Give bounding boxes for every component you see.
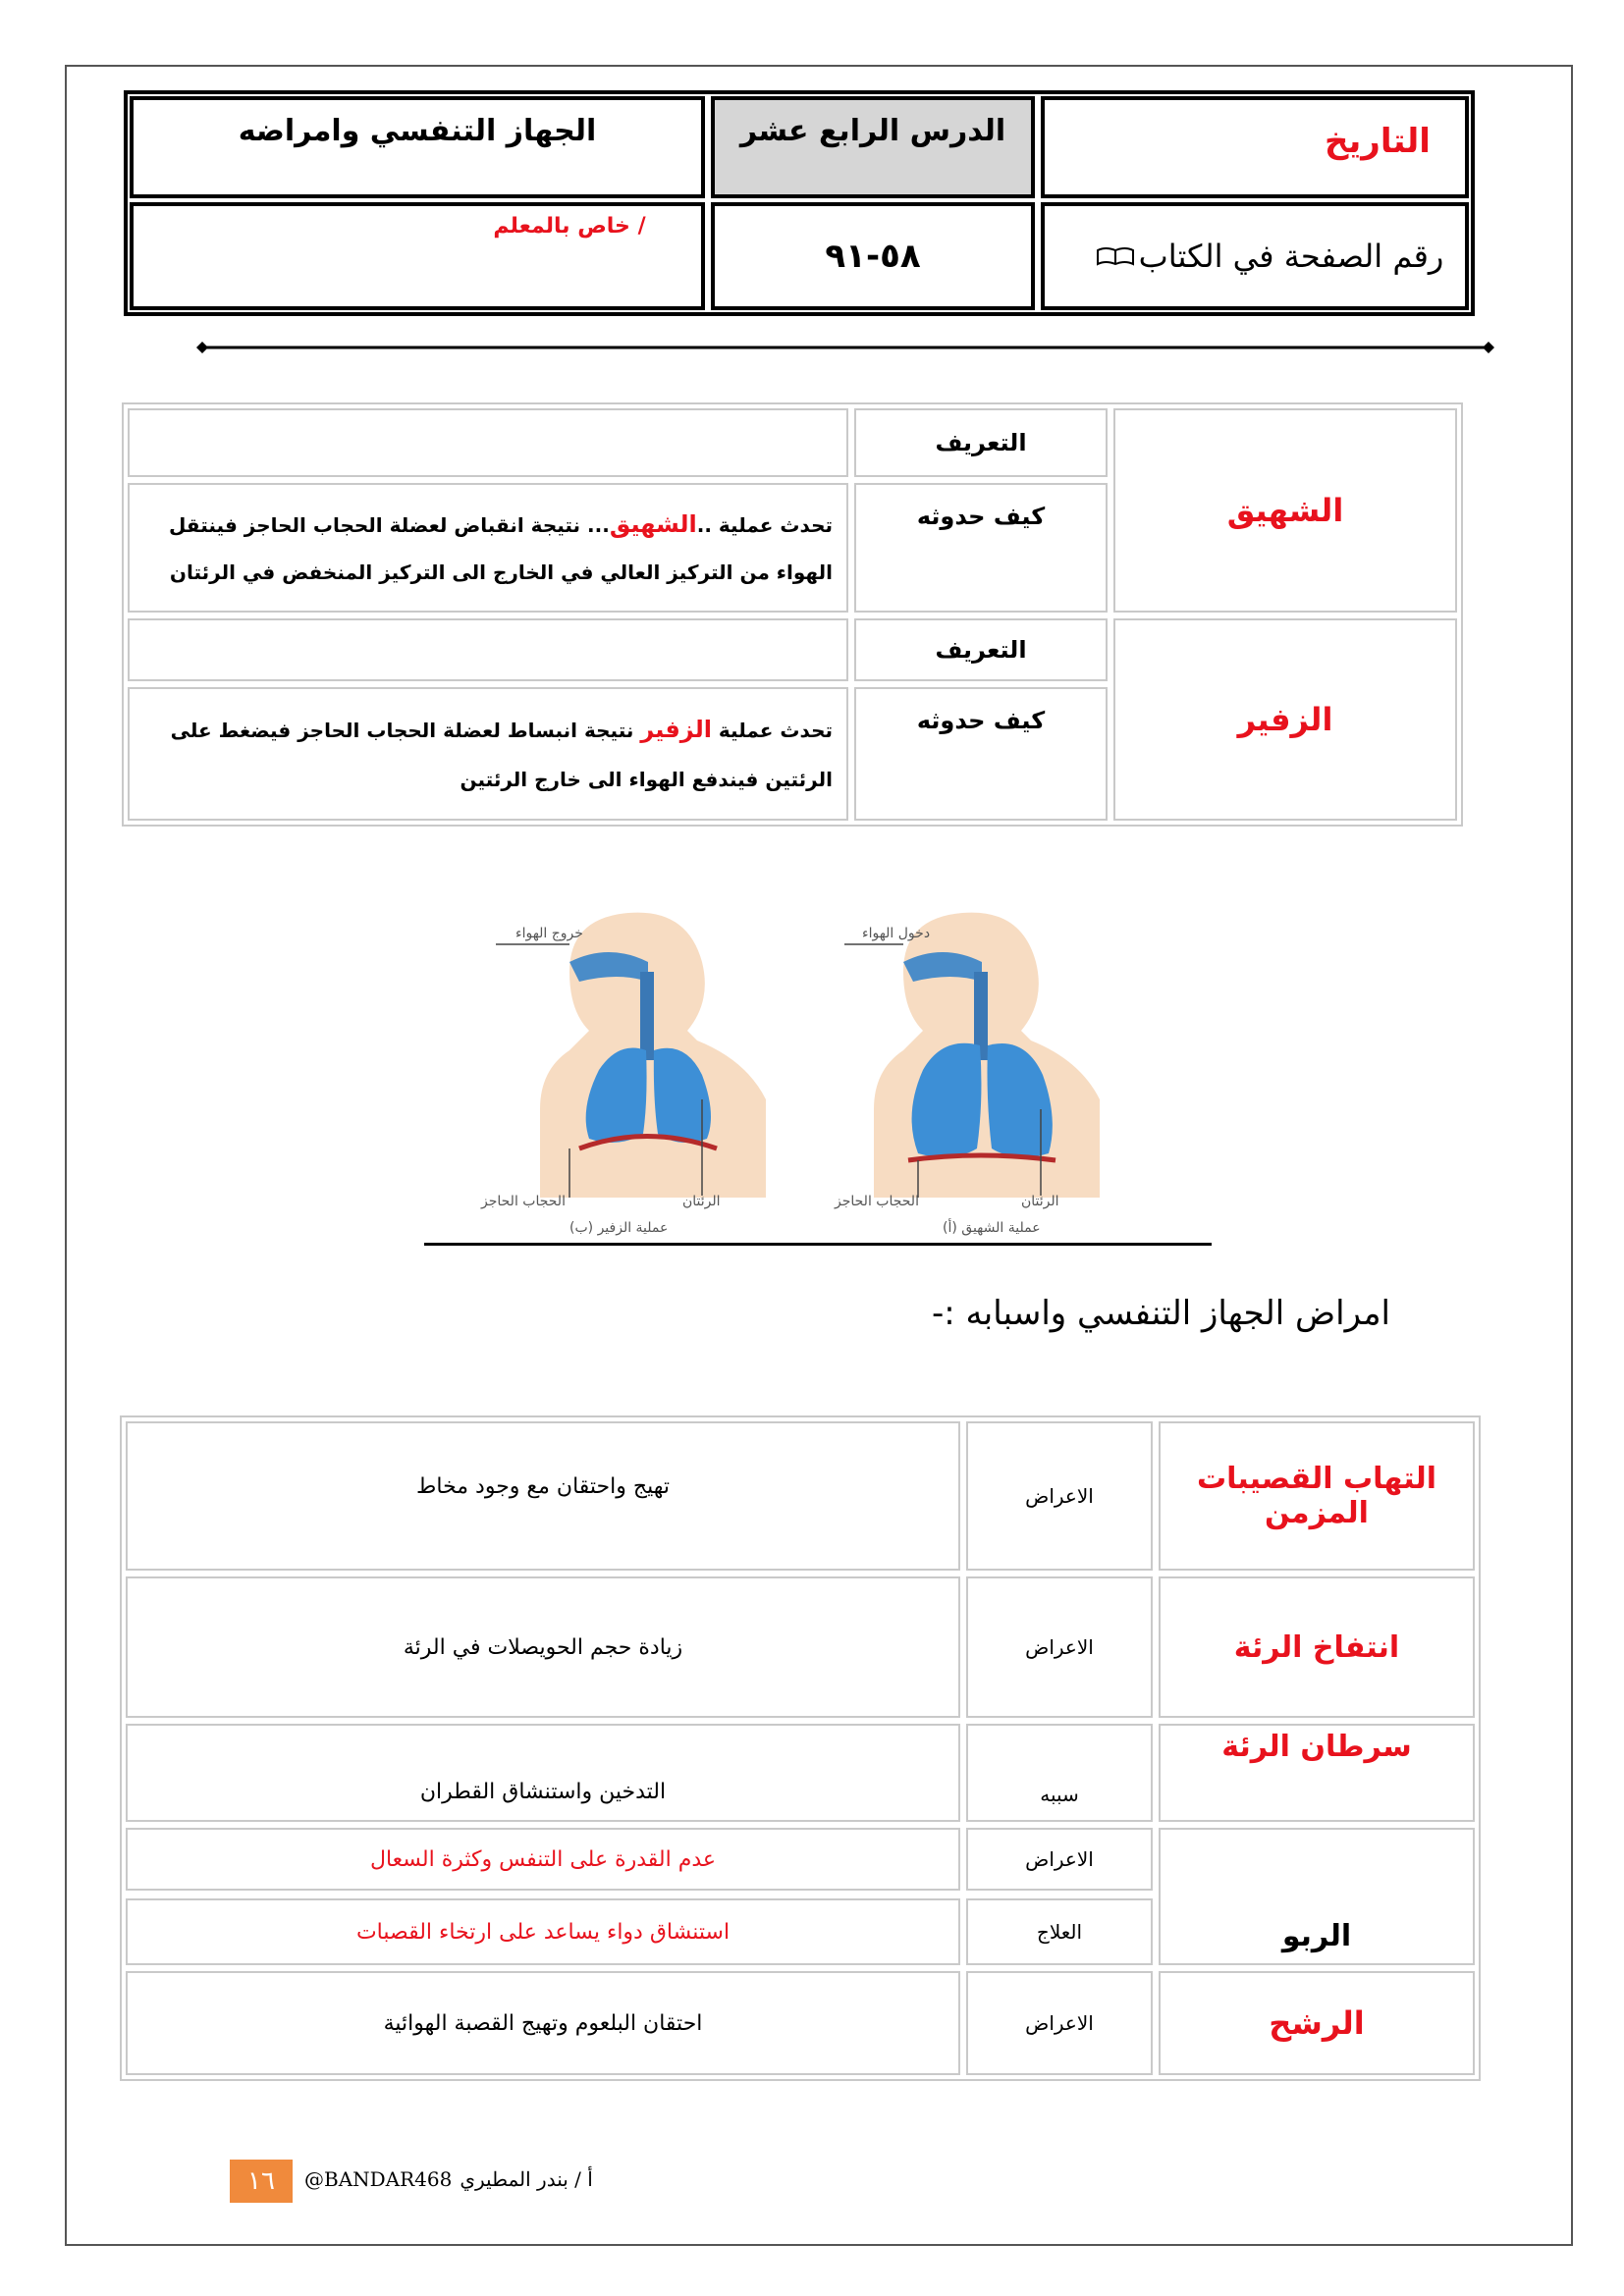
treatment-label: العلاج bbox=[1036, 1920, 1083, 1944]
symptoms-value: احتقان البلعوم وتهيج القصبة الهوائية bbox=[383, 2010, 703, 2036]
term-cell-exhale bbox=[1113, 618, 1457, 821]
how-label-cell bbox=[854, 483, 1108, 613]
author-name: أ / بندر المطيري bbox=[460, 2167, 593, 2191]
term-cell-inhale bbox=[1113, 408, 1457, 613]
disease-name: سرطان الرئة bbox=[1221, 1730, 1412, 1764]
inhale-diaphragm-label: الحجاب الحاجز bbox=[835, 1194, 919, 1209]
lesson-title: الجهاز التنفسي وامراضه bbox=[238, 114, 597, 148]
teacher-note: خاص بالمعلم / bbox=[493, 214, 646, 239]
disease-name: الربو bbox=[1281, 1919, 1352, 1953]
symptoms-label: الاعراض bbox=[1025, 1484, 1094, 1508]
teacher-note-cell bbox=[130, 202, 705, 310]
disease-name: التهاب القصيبات bbox=[1196, 1462, 1437, 1496]
lesson-number-cell bbox=[711, 96, 1035, 198]
definition-value-cell bbox=[128, 618, 848, 681]
date-label: التاريخ bbox=[1325, 122, 1431, 161]
symptoms-label: الاعراض bbox=[1025, 1635, 1094, 1659]
inhale-figure bbox=[834, 913, 1100, 1236]
figure-rule bbox=[424, 1243, 1212, 1246]
diseases-heading: امراض الجهاز التنفسي واسبابه :- bbox=[932, 1294, 1390, 1333]
disease-name-cell bbox=[1159, 1724, 1475, 1822]
disease-name: انتفاخ الرئة bbox=[1233, 1629, 1400, 1665]
cause-value: التدخين واستنشاق القطران bbox=[419, 1780, 667, 1804]
page-ref-cell bbox=[1041, 202, 1469, 310]
exhale-figure bbox=[480, 913, 766, 1236]
keyword-exhale: الزفير bbox=[640, 715, 712, 743]
exhale-caption: (ب) عملية الزفير bbox=[569, 1220, 669, 1236]
footer-credit bbox=[304, 2167, 593, 2191]
value-cell bbox=[126, 1576, 960, 1718]
how-label: كيف حدوثه bbox=[916, 503, 1046, 530]
page-number-badge bbox=[230, 2160, 293, 2203]
disease-name-cell bbox=[1159, 1828, 1475, 1965]
disease-name-line2: المزمن bbox=[1265, 1496, 1369, 1530]
value-cell bbox=[126, 1421, 960, 1571]
disease-name-cell bbox=[1159, 1576, 1475, 1718]
pages-cell bbox=[711, 202, 1035, 310]
inhale-lungs-label: الرئتان bbox=[1021, 1194, 1059, 1209]
label-cell bbox=[966, 1421, 1153, 1571]
definition-label-cell bbox=[854, 618, 1108, 681]
symptoms-label: الاعراض bbox=[1025, 1847, 1094, 1871]
disease-name-cell bbox=[1159, 1971, 1475, 2075]
page-range: ٥٨-٩١ bbox=[825, 237, 921, 276]
definition-label: التعريف bbox=[935, 429, 1027, 456]
disease-name: الرشح bbox=[1269, 2004, 1365, 2042]
symptoms-value: عدم القدرة على التنفس وكثرة السعال bbox=[369, 1846, 717, 1872]
exhale-lungs-label: الرئتان bbox=[682, 1194, 721, 1209]
value-cell bbox=[126, 1724, 960, 1822]
label-cell bbox=[966, 1828, 1153, 1891]
label-cell bbox=[966, 1898, 1153, 1965]
section-divider bbox=[192, 336, 1498, 359]
treatment-value: استنشاق دواء يساعد على ارتخاء القصبات bbox=[355, 1919, 731, 1945]
how-label-cell bbox=[854, 687, 1108, 821]
cause-label: سببه bbox=[1040, 1783, 1079, 1806]
how-value-cell bbox=[128, 483, 848, 613]
symptoms-value: زيادة حجم الحويصلات في الرئة bbox=[403, 1634, 683, 1660]
symptoms-label: الاعراض bbox=[1025, 2011, 1094, 2035]
how-value-cell bbox=[128, 687, 848, 821]
disease-name-cell bbox=[1159, 1421, 1475, 1571]
term-exhale: الزفير bbox=[1237, 701, 1333, 738]
breathing-diagram bbox=[422, 903, 1227, 1237]
inhale-air-label: دخول الهواء bbox=[862, 926, 931, 941]
label-cell bbox=[966, 1971, 1153, 2075]
definition-value-cell bbox=[128, 408, 848, 477]
definition-label: التعريف bbox=[935, 636, 1027, 664]
keyword-inhale: الشهيق bbox=[609, 509, 697, 538]
page-ref-label: رقم الصفحة في الكتاب bbox=[1138, 238, 1444, 275]
how-line-2: الهواء من التركيز العالي في الخارج الى التركيز المنخفض في الرئتان bbox=[169, 560, 833, 584]
lesson-title-cell bbox=[130, 96, 705, 198]
inhale-caption: (أ) عملية الشهيق bbox=[943, 1220, 1041, 1236]
label-cell bbox=[966, 1576, 1153, 1718]
definition-label-cell bbox=[854, 408, 1108, 477]
label-cell bbox=[966, 1724, 1153, 1822]
exhale-diaphragm-label: الحجاب الحاجز bbox=[481, 1194, 566, 1209]
page-number: ١٦ bbox=[247, 2166, 275, 2196]
how-line-1: تحدث عملية ..الشهيق... نتيجة انقباض لعضلة الحجاب الحاجز فينتقل bbox=[168, 509, 833, 538]
value-cell bbox=[126, 1828, 960, 1891]
how-label: كيف حدوثه bbox=[916, 707, 1046, 734]
exhale-air-label: خروج الهواء bbox=[515, 926, 583, 941]
value-cell bbox=[126, 1898, 960, 1965]
value-cell bbox=[126, 1971, 960, 2075]
how-line-1: تحدث عملية الزفير نتيجة انبساط لعضلة الحجاب الحاجز فيضغط على bbox=[170, 715, 833, 743]
how-line-2: الرئتين فيندفع الهواء الى خارج الرئتين bbox=[460, 767, 833, 791]
term-inhale: الشهيق bbox=[1226, 492, 1344, 529]
author-handle: @BANDAR468 bbox=[304, 2167, 453, 2191]
symptoms-value: تهيج واحتقان مع وجود مخاط bbox=[416, 1473, 670, 1499]
date-cell bbox=[1041, 96, 1469, 198]
book-icon bbox=[1096, 244, 1135, 268]
lesson-label: الدرس الرابع عشر bbox=[739, 114, 1006, 148]
